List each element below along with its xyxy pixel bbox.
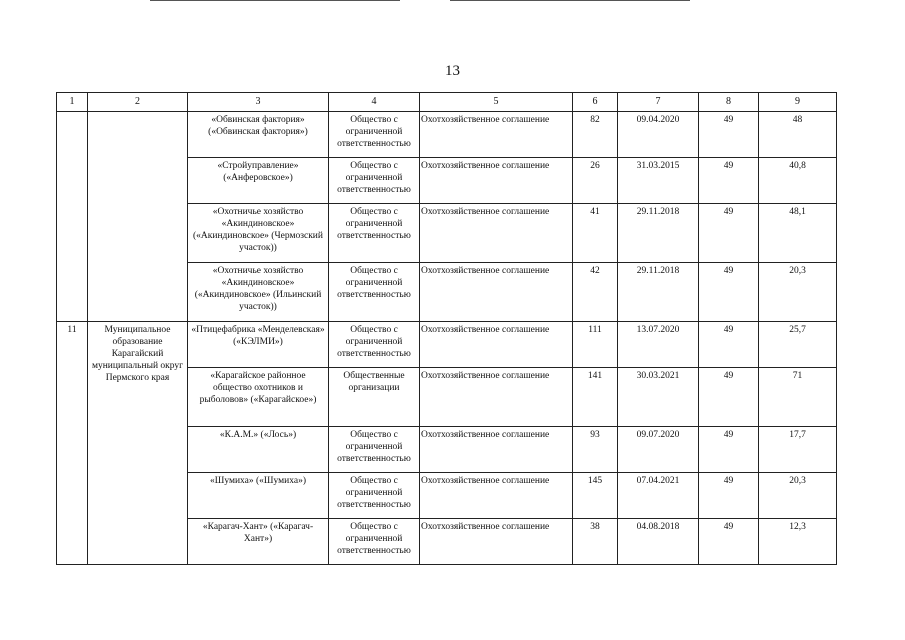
- index-cell-continued: [57, 112, 88, 322]
- agreement-date: 30.03.2021: [618, 368, 699, 427]
- agreement-term: 49: [699, 427, 759, 473]
- agreement-type: Охотхозяйственное соглашение: [420, 473, 573, 519]
- legal-form: Общество с ограниченной ответственностью: [329, 263, 420, 322]
- legal-form: Общество с ограниченной ответственностью: [329, 473, 420, 519]
- municipality-cell-continued: [88, 112, 188, 322]
- agreement-number: 145: [573, 473, 618, 519]
- agreement-number: 38: [573, 519, 618, 565]
- agreement-type: Охотхозяйственное соглашение: [420, 204, 573, 263]
- header-cell: 5: [420, 93, 573, 112]
- area-value: 12,3: [759, 519, 837, 565]
- agreement-type: Охотхозяйственное соглашение: [420, 368, 573, 427]
- hunting-user-name: «Обвинская фактория» («Обвинская фактория»): [188, 112, 329, 158]
- header-cell: 7: [618, 93, 699, 112]
- area-value: 25,7: [759, 322, 837, 368]
- agreement-type: Охотхозяйственное соглашение: [420, 519, 573, 565]
- header-cell: 8: [699, 93, 759, 112]
- area-value: 20,3: [759, 263, 837, 322]
- header-cell: 2: [88, 93, 188, 112]
- agreement-number: 93: [573, 427, 618, 473]
- legal-form: Общество с ограниченной ответственностью: [329, 158, 420, 204]
- column-number-header-row: [57, 93, 837, 112]
- agreement-term: 49: [699, 368, 759, 427]
- agreement-type: Охотхозяйственное соглашение: [420, 112, 573, 158]
- hunting-grounds-table: [56, 92, 837, 565]
- header-cell: 1: [57, 93, 88, 112]
- legal-form: Общество с ограниченной ответственностью: [329, 112, 420, 158]
- hunting-user-name: «Охотничье хозяйство «Акиндиновское» («Акиндиновское» (Чермозский участок)): [188, 204, 329, 263]
- agreement-number: 82: [573, 112, 618, 158]
- agreement-number: 26: [573, 158, 618, 204]
- agreement-term: 49: [699, 112, 759, 158]
- agreement-type: Охотхозяйственное соглашение: [420, 263, 573, 322]
- agreement-date: 09.04.2020: [618, 112, 699, 158]
- area-value: 71: [759, 368, 837, 427]
- table-row: [57, 322, 837, 368]
- hunting-user-name: «К.А.М.» («Лось»): [188, 427, 329, 473]
- agreement-number: 41: [573, 204, 618, 263]
- agreement-term: 49: [699, 263, 759, 322]
- area-value: 40,8: [759, 158, 837, 204]
- agreement-date: 29.11.2018: [618, 263, 699, 322]
- area-value: 48: [759, 112, 837, 158]
- area-value: 17,7: [759, 427, 837, 473]
- agreement-date: 07.04.2021: [618, 473, 699, 519]
- legal-form: Общество с ограниченной ответственностью: [329, 519, 420, 565]
- agreement-term: 49: [699, 322, 759, 368]
- agreement-type: Охотхозяйственное соглашение: [420, 158, 573, 204]
- area-value: 48,1: [759, 204, 837, 263]
- top-scan-rule-left: [150, 0, 400, 1]
- page-number: 13: [445, 63, 460, 79]
- agreement-number: 111: [573, 322, 618, 368]
- header-cell: 6: [573, 93, 618, 112]
- agreement-term: 49: [699, 519, 759, 565]
- agreement-type: Охотхозяйственное соглашение: [420, 427, 573, 473]
- agreement-date: 04.08.2018: [618, 519, 699, 565]
- legal-form: Общество с ограниченной ответственностью: [329, 204, 420, 263]
- hunting-user-name: «Карагач-Хант» («Карагач-Хант»): [188, 519, 329, 565]
- agreement-term: 49: [699, 204, 759, 263]
- table-row: [57, 112, 837, 158]
- hunting-user-name: «Птицефабрика «Менделевская» («КЭЛМИ»): [188, 322, 329, 368]
- agreement-number: 42: [573, 263, 618, 322]
- agreement-type: Охотхозяйственное соглашение: [420, 322, 573, 368]
- legal-form: Общество с ограниченной ответственностью: [329, 427, 420, 473]
- agreement-date: 13.07.2020: [618, 322, 699, 368]
- legal-form: Общественные организации: [329, 368, 420, 427]
- legal-form: Общество с ограниченной ответственностью: [329, 322, 420, 368]
- agreement-date: 31.03.2015: [618, 158, 699, 204]
- hunting-user-name: «Стройуправление» («Анферовское»): [188, 158, 329, 204]
- municipality-name: Муниципальное образование Карагайский муниципальный округ Пермского края: [88, 322, 188, 565]
- header-cell: 9: [759, 93, 837, 112]
- header-cell: 3: [188, 93, 329, 112]
- hunting-user-name: «Карагайское районное общество охотников и рыболовов» («Карагайское»): [188, 368, 329, 427]
- header-cell: 4: [329, 93, 420, 112]
- municipality-index: 11: [57, 322, 88, 565]
- area-value: 20,3: [759, 473, 837, 519]
- agreement-term: 49: [699, 473, 759, 519]
- agreement-term: 49: [699, 158, 759, 204]
- agreement-number: 141: [573, 368, 618, 427]
- hunting-user-name: «Шумиха» («Шумиха»): [188, 473, 329, 519]
- agreement-date: 09.07.2020: [618, 427, 699, 473]
- hunting-user-name: «Охотничье хозяйство «Акиндиновское» («Акиндиновское» (Ильинский участок)): [188, 263, 329, 322]
- top-scan-rule-right: [450, 0, 690, 1]
- agreement-date: 29.11.2018: [618, 204, 699, 263]
